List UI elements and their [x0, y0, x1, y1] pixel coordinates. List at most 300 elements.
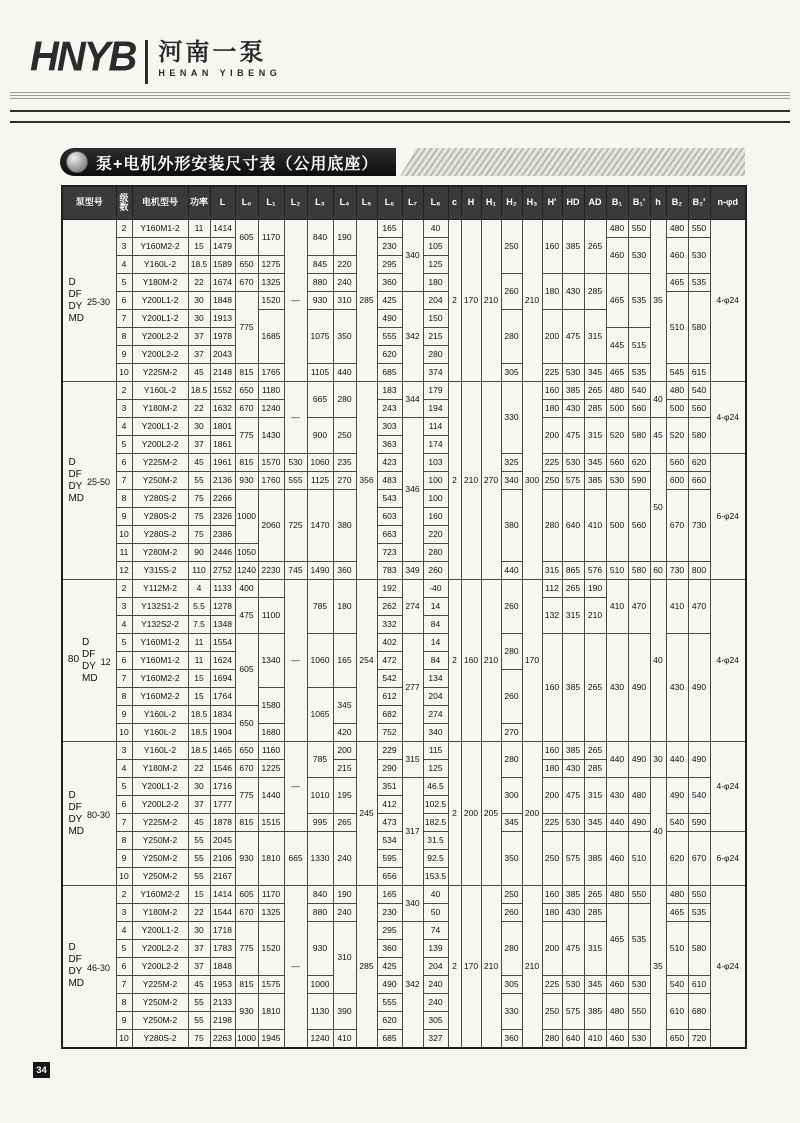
- table-cell: 530: [562, 814, 584, 832]
- table-cell: 183: [377, 382, 402, 400]
- table-cell: 18.5: [188, 742, 210, 760]
- table-cell: Y160L-2: [132, 382, 188, 400]
- table-cell: 1520: [258, 292, 284, 310]
- column-header: c: [448, 186, 461, 220]
- table-cell: 430: [562, 904, 584, 922]
- table-cell: 315: [584, 778, 606, 814]
- table-cell: 555: [284, 472, 307, 490]
- table-cell: 225: [542, 364, 562, 382]
- table-cell: 1945: [258, 1030, 284, 1048]
- rule-line: [10, 92, 790, 93]
- table-cell: 340: [501, 472, 522, 490]
- table-cell: 480: [606, 994, 628, 1030]
- table-cell: 530: [628, 1030, 650, 1048]
- table-cell: 360: [377, 274, 402, 292]
- table-cell: Y250M-2: [132, 1012, 188, 1030]
- table-cell: 545: [666, 364, 688, 382]
- table-cell: 520: [606, 418, 628, 454]
- table-cell: 18.5: [188, 706, 210, 724]
- table-cell: Y200L2-2: [132, 958, 188, 976]
- table-cell: 475: [562, 922, 584, 976]
- column-header: L: [210, 186, 235, 220]
- pump-model-cell: D DF DY MD 25-50: [62, 382, 116, 580]
- table-cell: 280: [501, 922, 522, 976]
- table-cell: 620: [666, 832, 688, 886]
- table-cell: Y200L1-2: [132, 292, 188, 310]
- table-cell: 14: [423, 598, 448, 616]
- table-cell: 385: [562, 634, 584, 742]
- table-cell: 35: [650, 220, 666, 382]
- table-cell: [258, 580, 284, 598]
- table-cell: 1325: [258, 904, 284, 922]
- column-header: L₃: [307, 186, 333, 220]
- table-cell: 7: [116, 976, 132, 994]
- table-cell: 132: [542, 598, 562, 634]
- table-cell: 55: [188, 994, 210, 1012]
- table-cell: 783: [377, 562, 402, 580]
- table-cell: 4: [116, 256, 132, 274]
- table-cell: 2: [116, 382, 132, 400]
- table-cell: 2: [116, 220, 132, 238]
- table-cell: 210: [522, 220, 542, 382]
- table-cell: 650: [235, 382, 258, 400]
- table-cell: 1278: [210, 598, 235, 616]
- table-cell: 4: [116, 760, 132, 778]
- table-cell: 656: [377, 868, 402, 886]
- table-cell: 1180: [258, 382, 284, 400]
- table-cell: Y280S-2: [132, 1030, 188, 1048]
- table-cell: 345: [584, 454, 606, 472]
- table-cell: 775: [235, 778, 258, 814]
- column-header: B₁': [628, 186, 650, 220]
- table-cell: 5: [116, 940, 132, 958]
- table-cell: 605: [235, 634, 258, 706]
- table-cell: 535: [688, 904, 710, 922]
- table-cell: Y225M-2: [132, 454, 188, 472]
- table-cell: 240: [423, 976, 448, 994]
- table-cell: 35: [650, 886, 666, 1048]
- table-cell: 4-φ24: [710, 580, 746, 742]
- table-cell: Y225M-2: [132, 814, 188, 832]
- table-cell: 1105: [307, 364, 333, 382]
- table-cell: 1000: [307, 976, 333, 994]
- column-header: L₂: [284, 186, 307, 220]
- table-cell: 55: [188, 832, 210, 850]
- table-cell: 11: [188, 220, 210, 238]
- table-cell: 37: [188, 796, 210, 814]
- table-cell: 385: [562, 382, 584, 400]
- table-cell: 18.5: [188, 256, 210, 274]
- table-cell: 430: [562, 400, 584, 418]
- table-cell: 8: [116, 994, 132, 1012]
- table-cell: 720: [688, 1030, 710, 1048]
- table-cell: 265: [584, 742, 606, 760]
- table-cell: 12: [116, 562, 132, 580]
- table-cell: 182.5: [423, 814, 448, 832]
- table-cell: 200: [522, 742, 542, 886]
- table-cell: Y200L1-2: [132, 778, 188, 796]
- table-cell: 229: [377, 742, 402, 760]
- table-cell: 1632: [210, 400, 235, 418]
- table-cell: 30: [188, 292, 210, 310]
- table-cell: Y200L2-2: [132, 940, 188, 958]
- table-cell: 280: [501, 310, 522, 364]
- table-cell: 2263: [210, 1030, 235, 1048]
- table-cell: 45: [188, 454, 210, 472]
- table-cell: 1801: [210, 418, 235, 436]
- column-header: L₇: [402, 186, 423, 220]
- table-cell: 385: [562, 886, 584, 904]
- table-cell: 535: [628, 364, 650, 382]
- table-cell: 3: [116, 598, 132, 616]
- title-stripes-decoration: [400, 148, 745, 176]
- table-cell: 3: [116, 400, 132, 418]
- table-cell: 1240: [235, 562, 258, 580]
- table-cell: 410: [584, 1030, 606, 1048]
- table-cell: 580: [628, 418, 650, 454]
- table-cell: 75: [188, 1030, 210, 1048]
- table-cell: 530: [688, 238, 710, 274]
- table-cell: 225: [542, 814, 562, 832]
- table-cell: 640: [562, 1030, 584, 1048]
- table-cell: 1685: [258, 310, 284, 364]
- table-cell: 210: [481, 580, 501, 742]
- table-cell: 1718: [210, 922, 235, 940]
- table-cell: 1589: [210, 256, 235, 274]
- table-cell: 775: [235, 418, 258, 454]
- table-cell: 845: [307, 256, 333, 274]
- table-cell: 310: [333, 292, 356, 310]
- table-cell: Y280M-2: [132, 544, 188, 562]
- table-cell: 55: [188, 472, 210, 490]
- table-cell: 1520: [258, 922, 284, 976]
- table-cell: 1075: [307, 310, 333, 364]
- table-cell: 260: [501, 904, 522, 922]
- table-cell: 1130: [307, 994, 333, 1030]
- table-cell: 250: [333, 418, 356, 454]
- table-cell: 1325: [258, 274, 284, 292]
- table-cell: 460: [606, 832, 628, 886]
- table-cell: 865: [562, 562, 584, 580]
- table-cell: 550: [688, 220, 710, 238]
- table-cell: 45: [650, 418, 666, 454]
- table-cell: 530: [284, 454, 307, 472]
- table-cell: 880: [307, 274, 333, 292]
- table-cell: 274: [402, 580, 423, 634]
- table-cell: 153.5: [423, 868, 448, 886]
- table-cell: 430: [562, 274, 584, 310]
- table-cell: 285: [584, 274, 606, 310]
- pump-model-cell: D DF DY MD 80-30: [62, 742, 116, 886]
- table-cell: 345: [501, 814, 522, 832]
- table-body: [62, 220, 746, 1048]
- table-cell: 160: [423, 508, 448, 526]
- table-cell: 30: [188, 922, 210, 940]
- table-cell: 220: [333, 256, 356, 274]
- table-cell: 500: [666, 400, 688, 418]
- table-cell: 1861: [210, 436, 235, 454]
- table-cell: 5: [116, 274, 132, 292]
- table-cell: 250: [501, 886, 522, 904]
- table-cell: 204: [423, 292, 448, 310]
- table-cell: 6-φ24: [710, 454, 746, 580]
- table-cell: 50: [650, 454, 666, 562]
- table-cell: 265: [584, 634, 606, 742]
- table-cell: 18.5: [188, 724, 210, 742]
- table-cell: 1225: [258, 760, 284, 778]
- table-cell: 195: [333, 778, 356, 814]
- table-cell: 45: [188, 976, 210, 994]
- table-cell: —: [284, 742, 307, 832]
- table-cell: 15: [188, 670, 210, 688]
- table-cell: 410: [584, 490, 606, 562]
- table-cell: 440: [666, 742, 688, 778]
- table-cell: 250: [542, 832, 562, 886]
- table-cell: 2133: [210, 994, 235, 1012]
- rule-line: [10, 98, 790, 99]
- table-cell: 40: [650, 580, 666, 742]
- table-cell: 2198: [210, 1012, 235, 1030]
- table-cell: 1694: [210, 670, 235, 688]
- table-cell: 1834: [210, 706, 235, 724]
- table-cell: 6: [116, 796, 132, 814]
- table-cell: 605: [235, 886, 258, 904]
- table-cell: 543: [377, 490, 402, 508]
- table-cell: 11: [188, 634, 210, 652]
- table-cell: 6: [116, 958, 132, 976]
- table-cell: 1240: [258, 400, 284, 418]
- table-cell: 550: [628, 220, 650, 238]
- table-cell: 345: [333, 688, 356, 724]
- table-cell: 295: [377, 256, 402, 274]
- table-cell: 682: [377, 706, 402, 724]
- table-cell: 612: [377, 688, 402, 706]
- table-cell: Y160M2-2: [132, 238, 188, 256]
- table-cell: 75: [188, 508, 210, 526]
- table-cell: 670: [235, 904, 258, 922]
- table-cell: 179: [423, 382, 448, 400]
- table-cell: 475: [562, 310, 584, 364]
- table-cell: 45: [188, 364, 210, 382]
- table-cell: 11: [188, 652, 210, 670]
- table-cell: 480: [666, 886, 688, 904]
- table-cell: 1065: [307, 688, 333, 742]
- table-cell: 204: [423, 688, 448, 706]
- table-cell: Y280S-2: [132, 526, 188, 544]
- table-cell: 603: [377, 508, 402, 526]
- table-cell: 2752: [210, 562, 235, 580]
- table-cell: 315: [584, 418, 606, 454]
- table-cell: 1674: [210, 274, 235, 292]
- table-cell: 200: [333, 742, 356, 760]
- table-cell: 5: [116, 634, 132, 652]
- table-cell: 2136: [210, 472, 235, 490]
- table-cell: 490: [688, 634, 710, 742]
- table-cell: 610: [666, 994, 688, 1030]
- table-cell: 550: [688, 886, 710, 904]
- table-cell: 460: [606, 238, 628, 274]
- table-cell: 530: [562, 976, 584, 994]
- table-cell: 274: [423, 706, 448, 724]
- table-cell: 345: [584, 814, 606, 832]
- table-cell: 440: [333, 364, 356, 382]
- table-cell: 215: [423, 328, 448, 346]
- table-cell: 1570: [258, 454, 284, 472]
- table-cell: 245: [356, 742, 377, 886]
- table-cell: 30: [188, 310, 210, 328]
- table-cell: 535: [628, 274, 650, 328]
- table-cell: 277: [402, 634, 423, 742]
- table-cell: 22: [188, 274, 210, 292]
- table-cell: 60: [650, 562, 666, 580]
- table-cell: 670: [235, 400, 258, 418]
- pump-model-cell: D DF DY MD 25-30: [62, 220, 116, 382]
- table-cell: 4-φ24: [710, 382, 746, 454]
- table-cell: 9: [116, 508, 132, 526]
- table-cell: 200: [542, 418, 562, 454]
- table-cell: 243: [377, 400, 402, 418]
- table-cell: 530: [606, 472, 628, 490]
- table-cell: 305: [501, 976, 522, 994]
- table-cell: 460: [606, 1030, 628, 1048]
- table-cell: 1160: [258, 742, 284, 760]
- table-cell: 2: [448, 886, 461, 1048]
- table-cell: 730: [666, 562, 688, 580]
- column-header: H₁: [481, 186, 501, 220]
- table-cell: 105: [423, 238, 448, 256]
- table-cell: 1848: [210, 958, 235, 976]
- table-cell: 4-φ24: [710, 220, 746, 382]
- table-cell: 115: [423, 742, 448, 760]
- table-cell: 1465: [210, 742, 235, 760]
- table-cell: 15: [188, 238, 210, 256]
- table-cell: 160: [542, 220, 562, 274]
- table-cell: Y160L-2: [132, 724, 188, 742]
- table-cell: 280: [423, 346, 448, 364]
- table-cell: 1680: [258, 724, 284, 742]
- table-cell: 30: [188, 778, 210, 796]
- table-cell: Y160M2-2: [132, 688, 188, 706]
- table-cell: 4: [116, 922, 132, 940]
- table-cell: 204: [423, 958, 448, 976]
- table-cell: 555: [377, 994, 402, 1012]
- table-cell: Y250M-2: [132, 850, 188, 868]
- table-cell: 200: [542, 778, 562, 814]
- table-cell: 1554: [210, 634, 235, 652]
- table-cell: 332: [377, 616, 402, 634]
- table-cell: 37: [188, 328, 210, 346]
- table-cell: 1904: [210, 724, 235, 742]
- table-cell: 665: [307, 382, 333, 418]
- table-cell: 190: [333, 220, 356, 256]
- table-cell: 342: [402, 292, 423, 382]
- table-cell: 285: [584, 760, 606, 778]
- table-row: [62, 778, 746, 796]
- table-cell: 490: [377, 310, 402, 328]
- table-cell: 180: [542, 400, 562, 418]
- table-cell: 1060: [307, 454, 333, 472]
- table-cell: 430: [606, 778, 628, 814]
- table-cell: 210: [481, 886, 501, 1048]
- table-cell: 170: [461, 220, 481, 382]
- table-cell: 2: [448, 580, 461, 742]
- table-cell: 260: [501, 580, 522, 634]
- column-header: 泵型号: [62, 186, 116, 220]
- table-cell: 475: [562, 418, 584, 454]
- table-cell: 240: [423, 994, 448, 1012]
- table-cell: 410: [606, 580, 628, 634]
- table-cell: 530: [562, 364, 584, 382]
- sphere-icon: [66, 151, 88, 173]
- column-header: L₆: [377, 186, 402, 220]
- table-cell: 285: [356, 220, 377, 382]
- table-cell: 880: [307, 904, 333, 922]
- table-cell: 534: [377, 832, 402, 850]
- table-cell: 205: [481, 742, 501, 886]
- column-header: L₅: [356, 186, 377, 220]
- table-cell: 480: [628, 778, 650, 814]
- table-cell: 90: [188, 544, 210, 562]
- table-cell: 170: [461, 886, 481, 1048]
- dimension-table: [61, 185, 747, 1049]
- table-cell: 1716: [210, 778, 235, 796]
- table-cell: 5: [116, 436, 132, 454]
- brand-name-cn: 河南一泵: [158, 39, 267, 66]
- table-cell: 385: [562, 742, 584, 760]
- table-cell: 350: [333, 310, 356, 364]
- table-cell: 345: [584, 364, 606, 382]
- column-header: L₀: [235, 186, 258, 220]
- table-cell: 180: [542, 760, 562, 778]
- table-cell: 930: [307, 922, 333, 976]
- table-cell: 1515: [258, 814, 284, 832]
- table-cell: -40: [423, 580, 448, 598]
- table-cell: 235: [333, 454, 356, 472]
- table-cell: —: [284, 382, 307, 454]
- table-cell: —: [284, 580, 307, 742]
- table-cell: 1848: [210, 292, 235, 310]
- table-cell: 300: [501, 778, 522, 814]
- table-cell: 30: [650, 742, 666, 778]
- table-cell: 210: [461, 382, 481, 580]
- table-cell: 100: [423, 472, 448, 490]
- table-cell: Y225M-2: [132, 976, 188, 994]
- table-cell: 315: [584, 310, 606, 364]
- table-cell: 575: [562, 832, 584, 886]
- table-cell: 590: [688, 814, 710, 832]
- column-header: 功率: [188, 186, 210, 220]
- column-header: HD: [562, 186, 584, 220]
- table-cell: 327: [423, 1030, 448, 1048]
- table-cell: 303: [377, 418, 402, 436]
- table-cell: 4: [116, 418, 132, 436]
- table-cell: 10: [116, 1030, 132, 1048]
- table-cell: 600: [666, 472, 688, 490]
- table-cell: 342: [402, 922, 423, 1048]
- table-cell: 280: [501, 742, 522, 778]
- table-cell: 480: [606, 886, 628, 904]
- table-cell: Y200L2-2: [132, 436, 188, 454]
- table-cell: 595: [377, 850, 402, 868]
- table-cell: Y180M-2: [132, 760, 188, 778]
- table-cell: 2148: [210, 364, 235, 382]
- table-cell: 22: [188, 760, 210, 778]
- table-cell: 240: [333, 274, 356, 292]
- table-cell: 8: [116, 490, 132, 508]
- table-cell: 330: [501, 382, 522, 454]
- table-cell: 725: [284, 490, 307, 562]
- table-cell: 350: [501, 832, 522, 886]
